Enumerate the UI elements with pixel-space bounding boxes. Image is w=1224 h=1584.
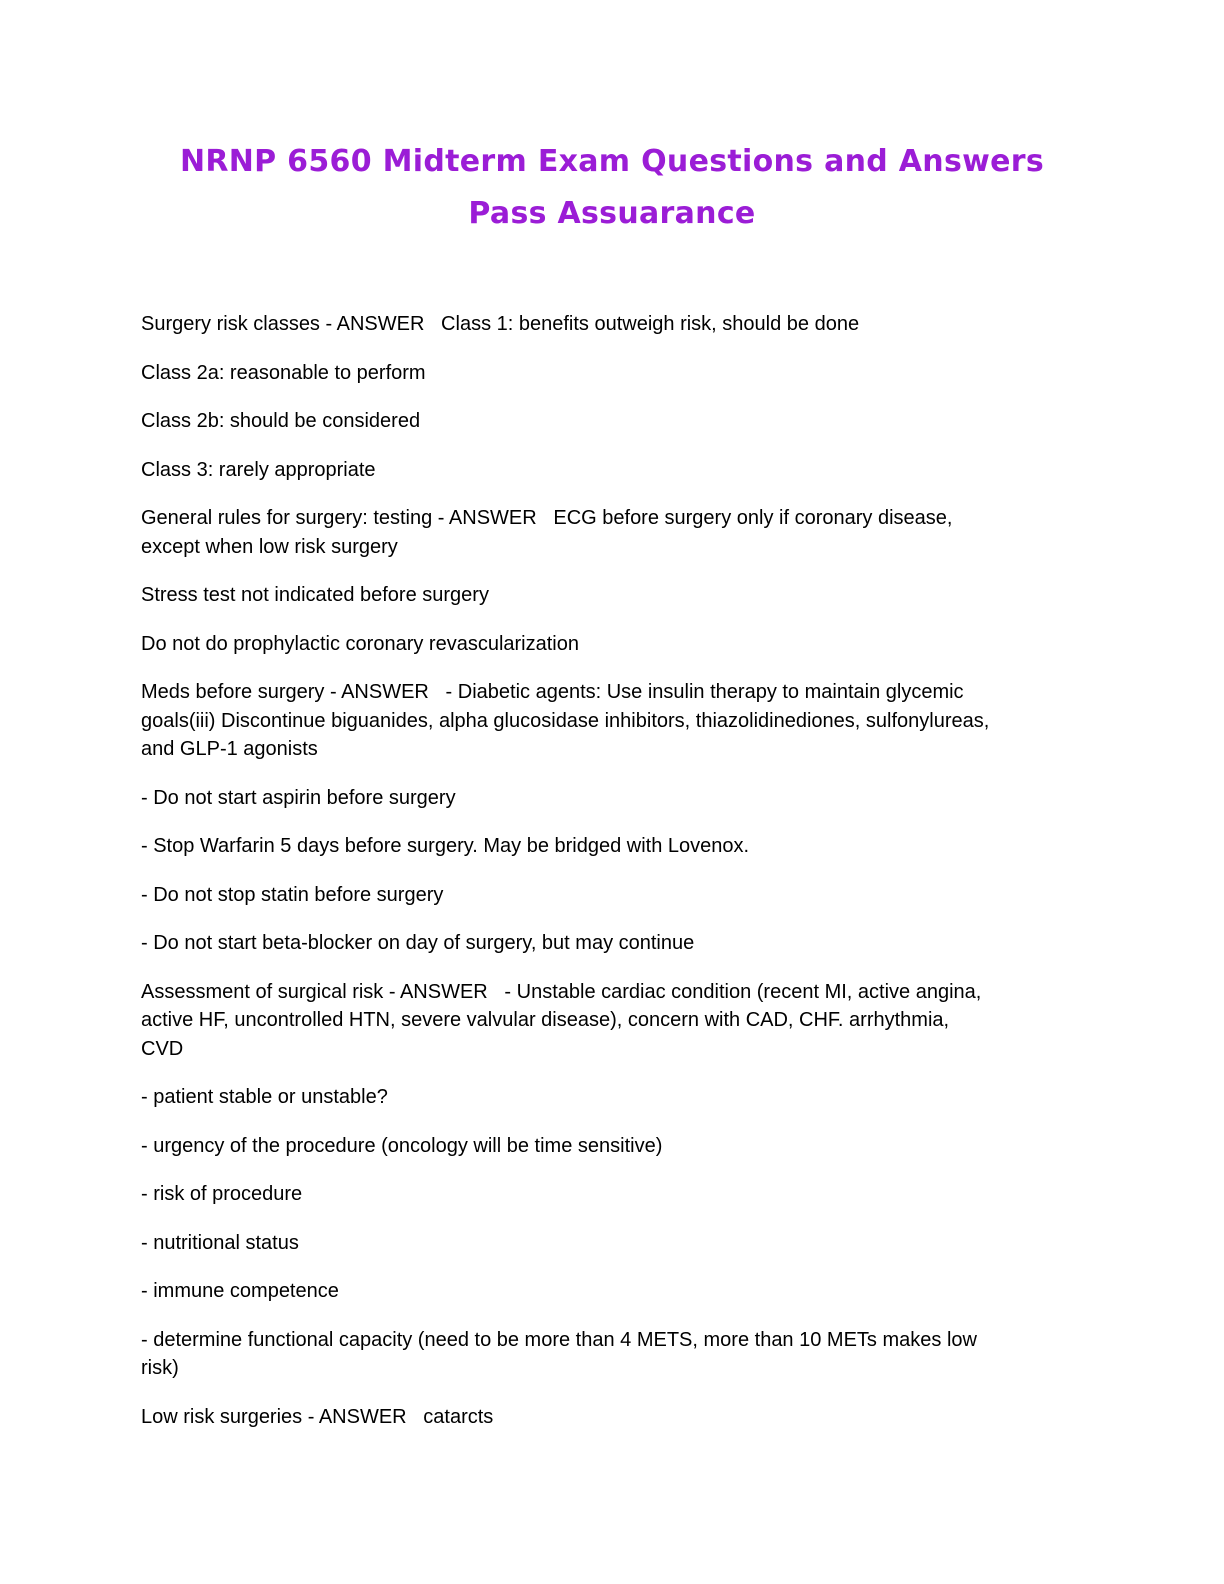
paragraph: - determine functional capacity (need to be more than 4 METS, more than 10 METs makes low risk) bbox=[141, 1328, 977, 1379]
paragraph: - Do not start aspirin before surgery bbox=[141, 786, 456, 809]
paragraph: Surgery risk classes - ANSWER Class 1: benefits outweigh risk, should be done bbox=[141, 313, 860, 335]
paragraph: Class 3: rarely appropriate bbox=[141, 458, 376, 481]
paragraph: - urgency of the procedure (oncology will be time sensitive) bbox=[141, 1134, 663, 1157]
paragraph: - immune competence bbox=[141, 1280, 339, 1302]
paragraph: - Stop Warfarin 5 days before surgery. May be bridged with Lovenox. bbox=[141, 835, 750, 857]
paragraph: - nutritional status bbox=[141, 1231, 299, 1254]
paragraph: - risk of procedure bbox=[141, 1183, 303, 1205]
paragraph: Assessment of surgical risk - ANSWER - Unstable cardiac condition (recent MI, active angina, active HF, uncontrolled HTN, severe valvular disease), concern with CAD, CHF. arrhythmia, CVD bbox=[141, 980, 982, 1060]
paragraph: - Do not start beta-blocker on day of surgery, but may continue bbox=[141, 932, 695, 954]
paragraph: Do not do prophylactic coronary revascularization bbox=[141, 632, 579, 655]
paragraph: Stress test not indicated before surgery bbox=[141, 584, 489, 606]
document-title-line-1: NRNP 6560 Midterm Exam Questions and Answers bbox=[179, 144, 1045, 179]
paragraph: General rules for surgery: testing - ANSWER ECG before surgery only if coronary disease, except when low risk surgery bbox=[141, 507, 953, 558]
paragraph: Class 2a: reasonable to perform bbox=[141, 361, 426, 384]
paragraph: Class 2b: should be considered bbox=[141, 410, 421, 432]
document-title-line-2: Pass Assuarance bbox=[468, 196, 756, 231]
document-body bbox=[141, 310, 1081, 1451]
paragraph: Meds before surgery - ANSWER - Diabetic agents: Use insulin therapy to maintain glycemic goals(iii) Discontinue biguanides, alpha glucosidase inhibitors, thiazolidinediones, sulfonylureas, and GLP-1 agonists bbox=[141, 681, 990, 760]
paragraph: Low risk surgeries - ANSWER catarcts bbox=[141, 1405, 494, 1428]
paragraph: - Do not stop statin before surgery bbox=[141, 883, 444, 906]
paragraph: - patient stable or unstable? bbox=[141, 1086, 388, 1108]
